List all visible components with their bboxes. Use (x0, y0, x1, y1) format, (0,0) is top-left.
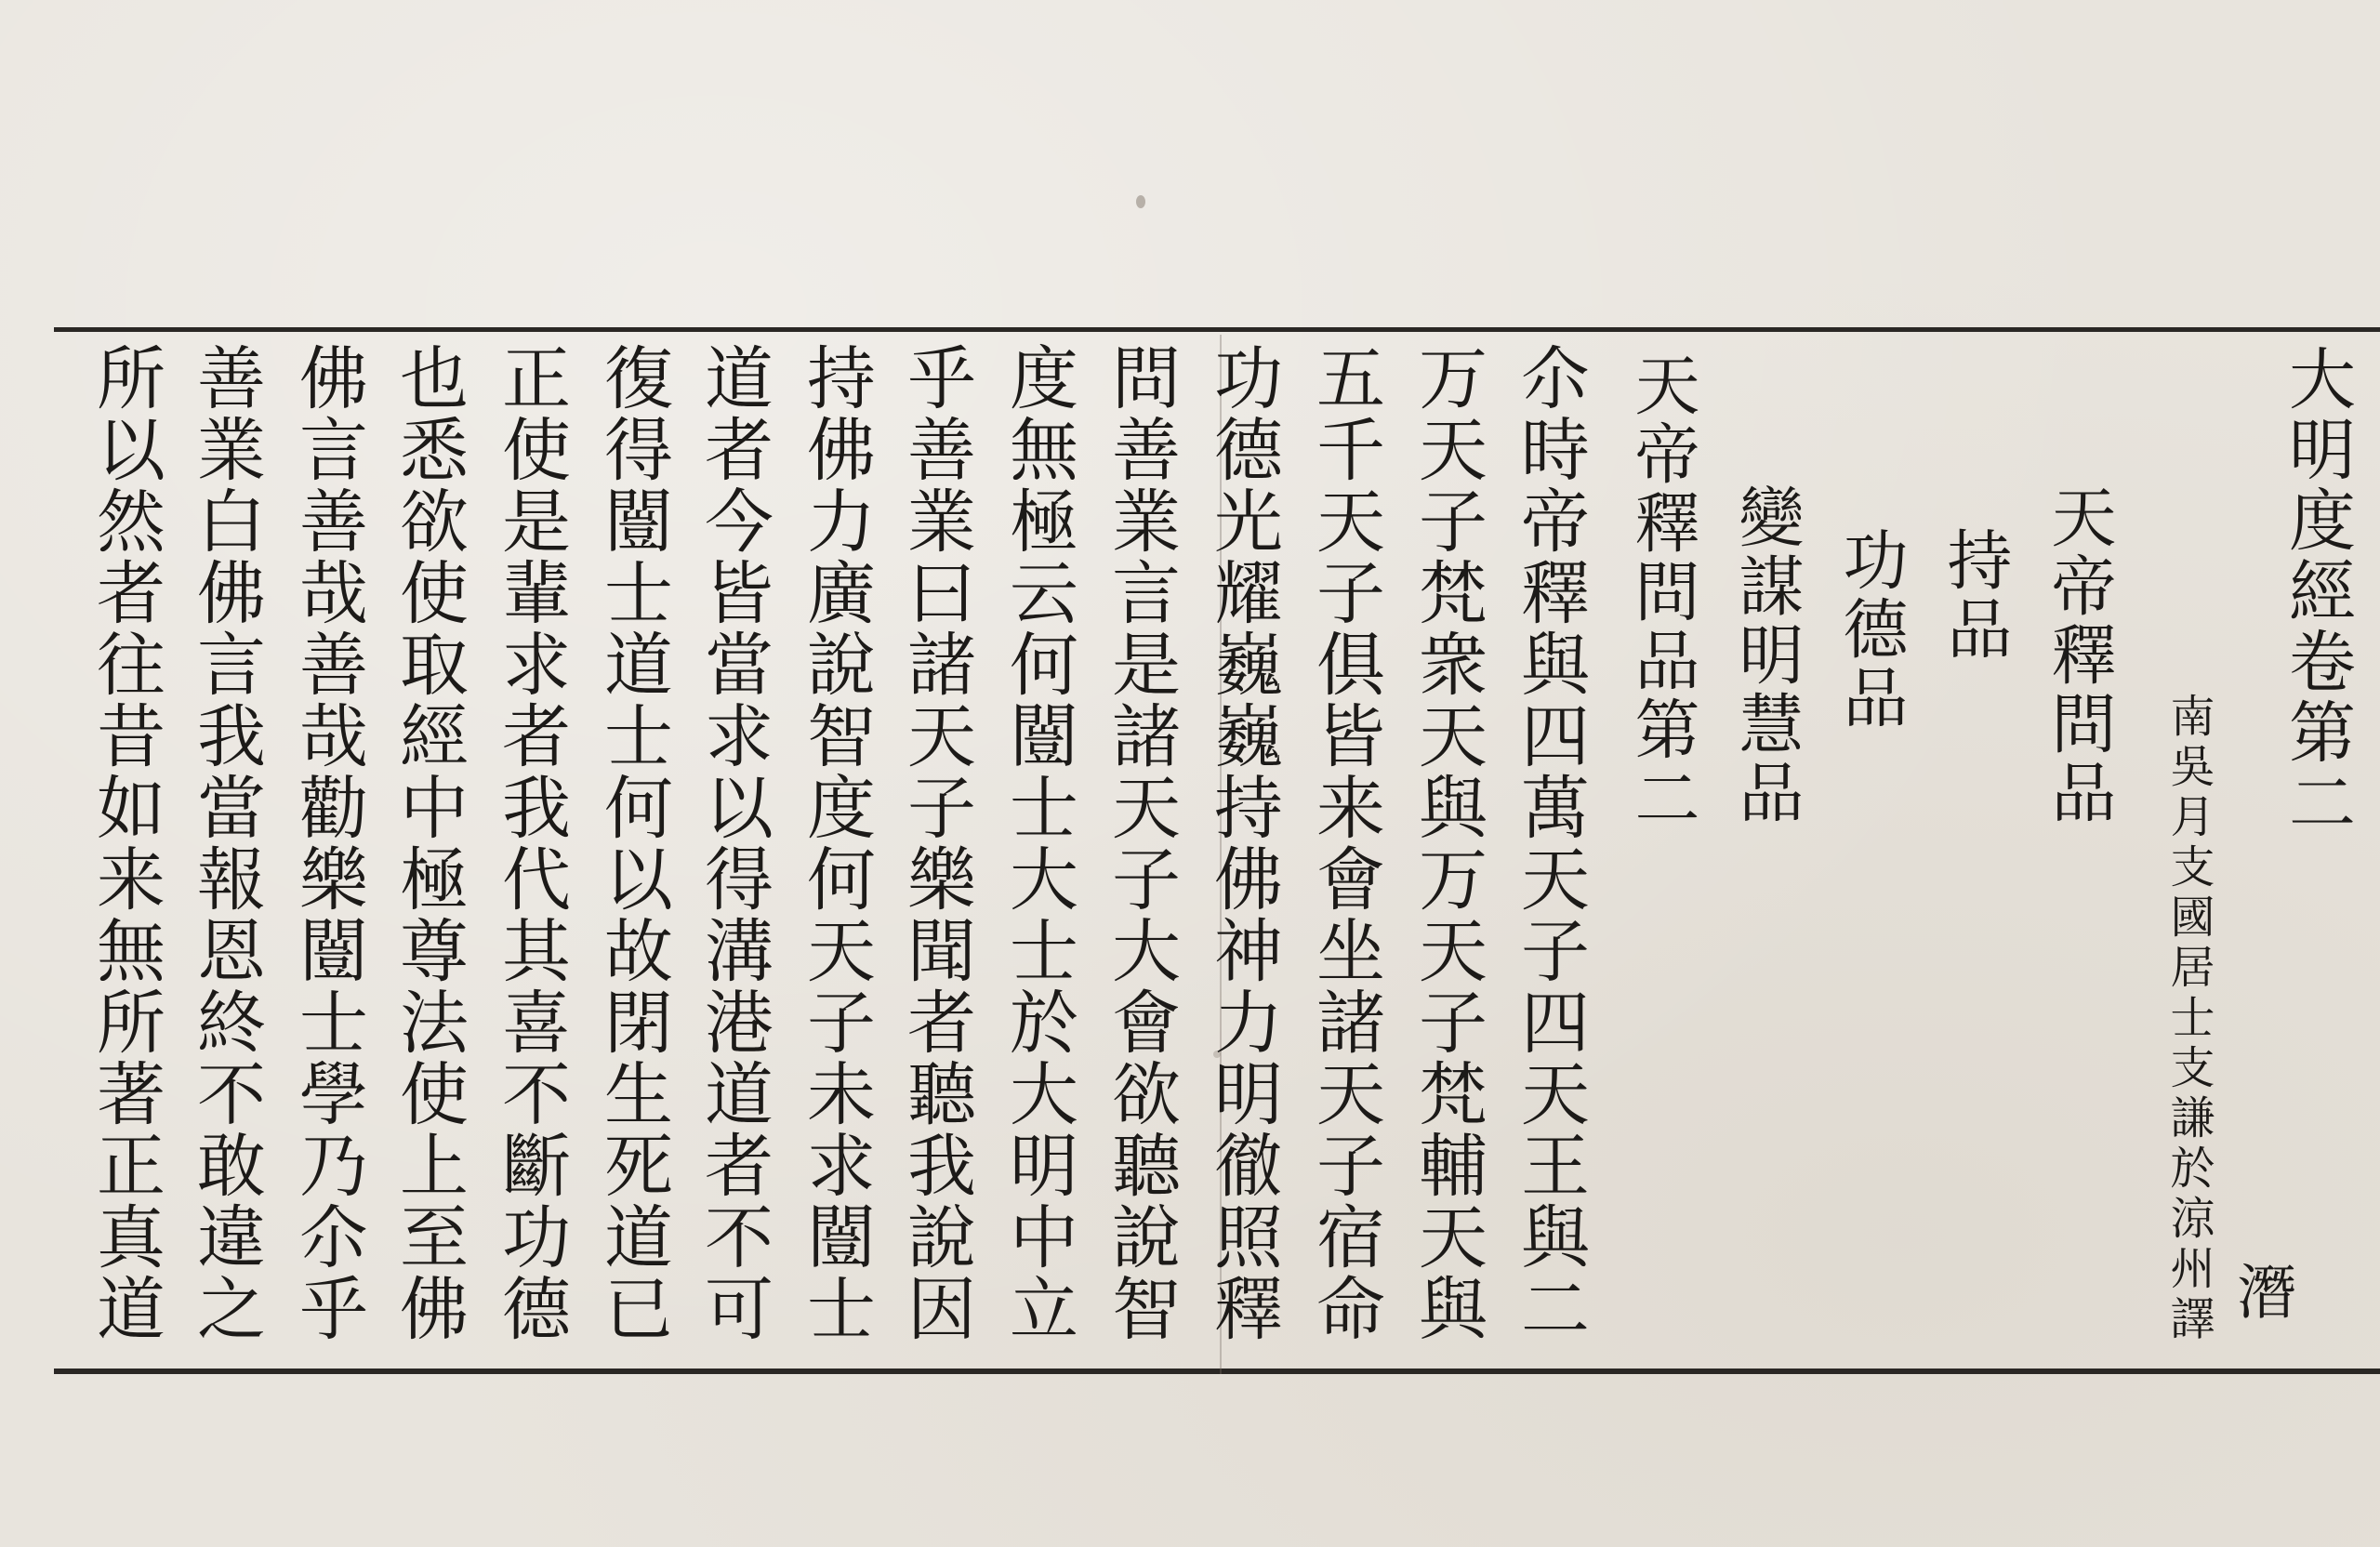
body-column: 道者今皆當求以得溝港道者不可 (694, 342, 774, 1344)
body-column: 佛言善哉善哉勸樂闓士學乃尒乎 (288, 342, 368, 1344)
body-column: 乎善業曰諸天子樂聞者聽我說因 (896, 342, 976, 1344)
chapter-list-item: 持品 (1937, 526, 2013, 664)
body-column: 万天子梵衆天與万天子梵輔天與 (1408, 342, 1488, 1344)
body-column: 也悉欲使取經中極尊法使上至佛 (389, 342, 469, 1344)
scroll-title: 大明度經卷第二 (2278, 344, 2356, 839)
bottom-border-rule (54, 1368, 2380, 1374)
body-column: 尒時帝釋與四萬天子四天王與二 (1510, 342, 1590, 1344)
body-column: 持佛力廣說智度何天子未求闓士 (796, 342, 876, 1344)
chapter-list-item: 變謀明慧品 (1728, 483, 1805, 827)
top-border-rule (54, 327, 2380, 332)
body-column: 問善業言是諸天子大會欲聽說智 (1101, 342, 1181, 1344)
translator-credit: 南吳月支國居士支謙於涼州譯 (2162, 693, 2215, 1345)
body-column: 度無極云何闓士大士於大明中立 (998, 342, 1078, 1344)
paper-speck (1136, 195, 1145, 208)
body-column: 善業白佛言我當報恩終不敢違之 (186, 342, 266, 1344)
body-column: 功德光耀巍巍持佛神力明徹照釋 (1203, 342, 1283, 1344)
chapter-list-item: 功德品 (1832, 526, 1909, 733)
seal-mark: 潛 (2227, 1261, 2295, 1320)
body-column: 五千天子俱皆来會坐諸天子宿命 (1305, 342, 1385, 1344)
chapter-heading: 天帝釋問品第二 (1624, 351, 1700, 833)
body-column: 所以然者往昔如来無所著正真道 (86, 342, 165, 1344)
body-column: 復得闓士道士何以故閉生死道已 (593, 342, 673, 1344)
body-column: 正使是輩求者我代其喜不斷功德 (491, 342, 571, 1344)
chapter-list-item: 天帝釋問品 (2041, 483, 2117, 827)
